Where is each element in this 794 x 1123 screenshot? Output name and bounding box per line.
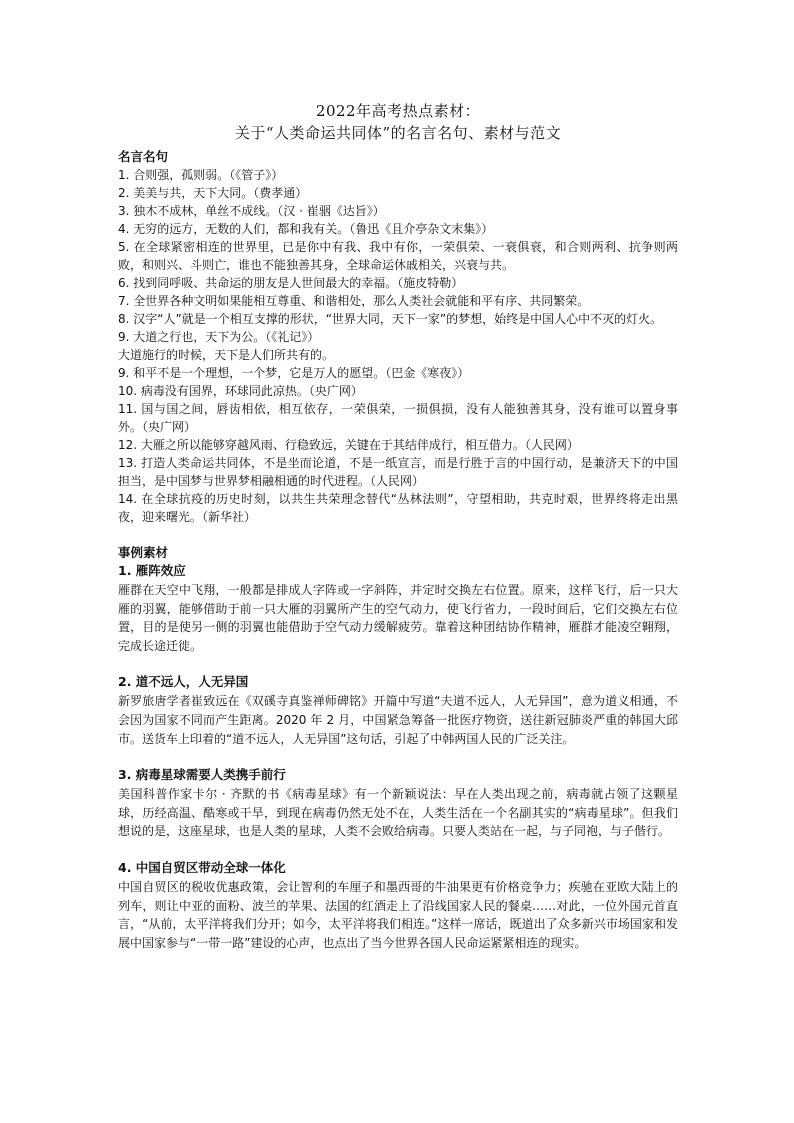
quote-item: 9. 大道之行也，天下为公。（《礼记》） [118,330,320,344]
cases-heading: 事例素材 [118,545,169,560]
quote-item: 12. 大雁之所以能够穿越风雨、行稳致远，关键在于其结伴成行，相互借力。（人民网） [118,438,579,452]
case-body: 新罗旅唐学者崔致远在《双磎寺真鉴禅师碑铭》开篇中写道“夫道不远人，人无异国”，意为道义相通，不会因为国家不同而产生距离。2020 年 2 月，中国紧急筹备一批医疗物资，送往新冠肺炎严重的韩国大邱市。送货车上印着的“道不远人，人无异国”这句话，引起了中韩两国人民的广泛关注。 [118,694,678,746]
document-title-line1: 2022年高考热点素材： [315,102,481,120]
quote-item: 3. 独木不成林，单丝不成线。（汉 · 崔骃《达旨》） [118,204,385,218]
case-item [118,562,678,655]
quote-item: 8. 汉字“人”就是一个相互支撑的形状，“世界大同，天下一家”的梦想，始终是中国人心中不灭的灯火。 [118,312,663,326]
quote-item: 4. 无穷的远方，无数的人们，都和我有关。（鲁迅《且介亭杂文末集》） [118,222,494,236]
quote-item: 13. 打造人类命运共同体，不是坐而论道，不是一纸宣言，而是行胜于言的中国行动，是兼济天下的中国担当，是中国梦与世界梦相融相通的时代进程。（人民网） [118,456,678,488]
quote-item: 7. 全世界各种文明如果能相互尊重、和谐相处，那么人类社会就能和平有序、共同繁荣。 [118,294,590,308]
document-page [118,100,678,970]
case-item [118,673,678,748]
quote-item: 1. 合则强，孤则弱。（《管子》） [118,168,284,182]
case-body: 雁群在天空中飞翔，一般都是排成人字阵或一字斜阵，并定时交换左右位置。原来，这样飞行，后一只大雁的羽翼，能够借助于前一只大雁的羽翼所产生的空气动力，使飞行省力，一段时间后，它们交换左右位置，目的是使另一侧的羽翼也能借助于空气动力缓解疲劳。靠着这种团结协作精神，雁群才能凌空翱翔，完成长途迁徙。 [118,583,678,653]
quote-item: 2. 美美与共，天下大同。（费孝通） [118,186,308,200]
quote-explanation: 大道施行的时候，天下是人们所共有的。 [118,348,335,362]
case-body: 美国科普作家卡尔 · 齐默的书《病毒星球》有一个新颖说法：早在人类出现之前，病毒就占领了这颗星球，历经高温、酷寒或干旱，到现在病毒仍然无处不在，人类生活在一个名副其实的“病毒星球”。但我们想说的是，这座星球，也是人类的星球，人类不会败给病毒。只要人类站在一起，与子同袍，与子偕行。 [118,787,678,839]
case-heading: 4. 中国自贸区带动全球一体化 [118,859,286,875]
quotes-heading: 名言名句 [118,149,169,164]
quote-item: 11. 国与国之间，唇齿相依，相互依存，一荣俱荣，一损俱损，没有人能独善其身，没有谁可以置身事外。（央广网） [118,402,678,434]
case-item [118,859,678,952]
quote-item: 14. 在全球抗疫的历史时刻，以共生共荣理念替代“丛林法则”，守望相助，共克时艰，世界终将走出黑夜，迎来曙光。（新华社） [118,492,678,524]
case-heading: 2. 道不远人，人无异国 [118,674,249,690]
quote-item: 10. 病毒没有国界，环球同此凉热。（央广网） [118,384,363,398]
case-item [118,766,678,841]
section-gap [118,526,678,544]
quote-item: 6. 找到同呼吸、共命运的朋友是人世间最大的幸福。（施皮特勒） [118,276,464,290]
case-heading: 3. 病毒星球需要人类携手前行 [118,767,286,783]
quote-item: 5. 在全球紧密相连的世界里，已是你中有我、我中有你，一荣俱荣、一衰俱衰，和合则两利、抗争则两败，和则兴、斗则亡，谁也不能独善其身，全球命运休戚相关，兴衰与共。 [118,240,678,272]
quote-item: 9. 和平不是一个理想，一个梦，它是万人的愿望。（巴金《寒夜》） [118,366,470,380]
case-body: 中国自贸区的税收优惠政策，会让智利的车厘子和墨西哥的牛油果更有价格竞争力；疾驰在亚欧大陆上的列车，则让中亚的面粉、波兰的苹果、法国的红酒走上了沿线国家人民的餐桌……对此，一位外国元首直言，“从前，太平洋将我们分开；如今，太平洋将我们相连。”这样一席话，既道出了众多新兴市场国家和发展中国家参与“一带一路”建设的心声，也点出了当今世界各国人民命运紧紧相连的现实。 [118,879,678,950]
document-title-line2: 关于“人类命运共同体”的名言名句、素材与范文 [234,124,562,142]
quotes-list [118,166,678,526]
case-heading: 1. 雁阵效应 [118,563,186,578]
